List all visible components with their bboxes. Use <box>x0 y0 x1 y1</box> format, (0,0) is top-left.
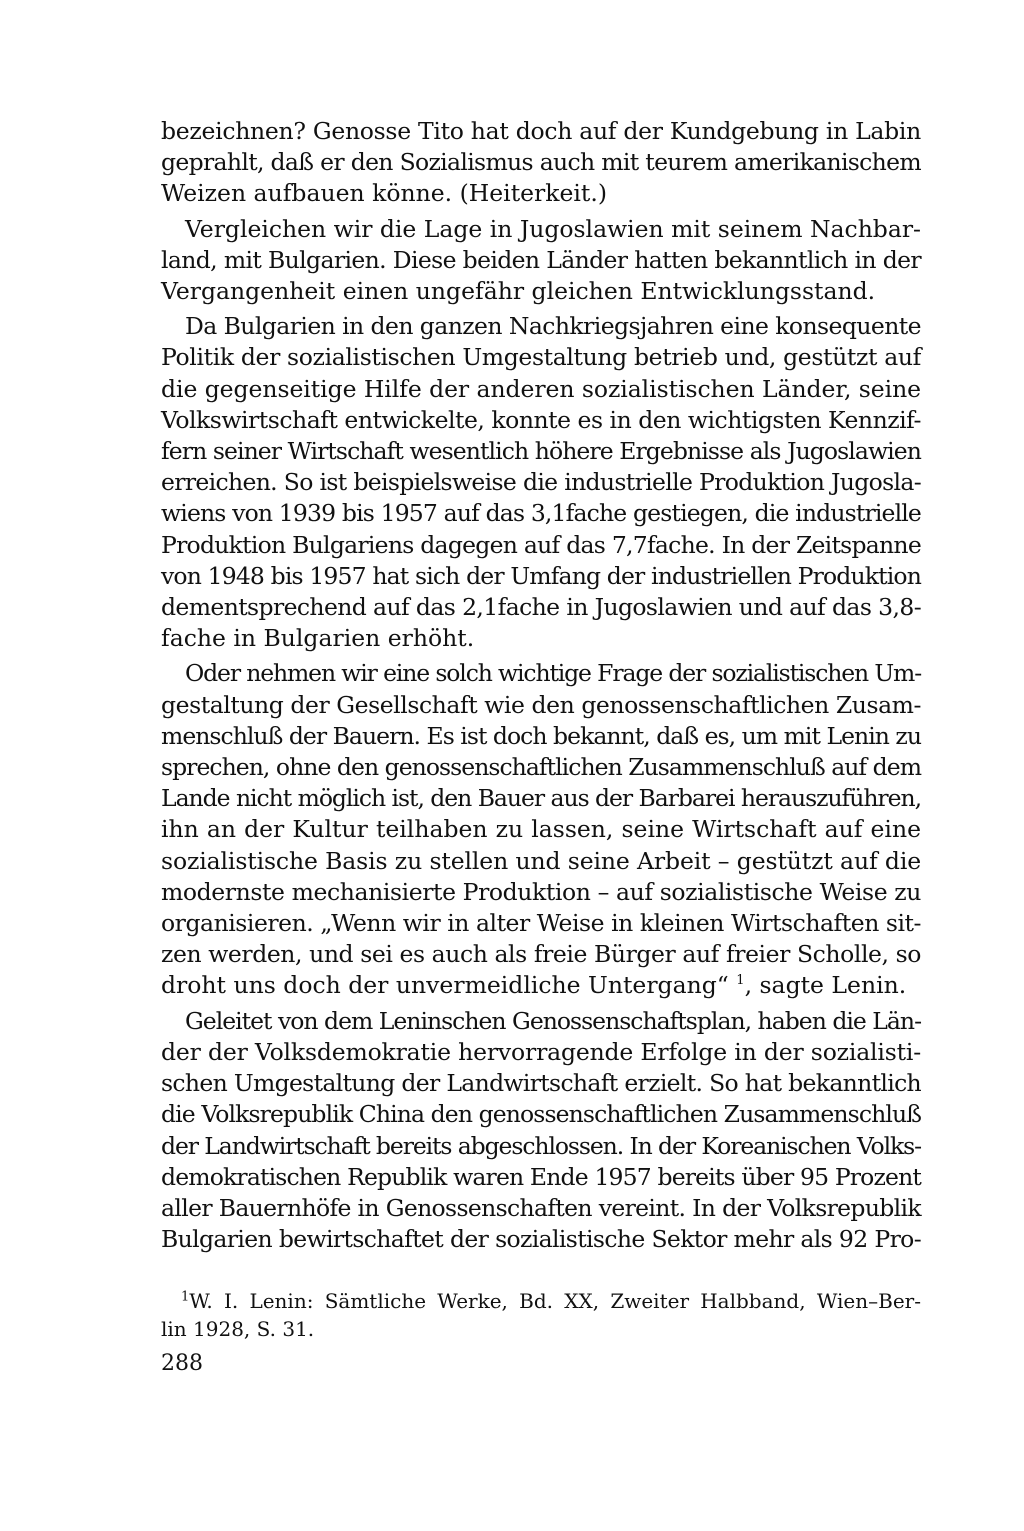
text-line: Weizen aufbauen könne. (Heiterkeit.) <box>161 179 608 208</box>
text-line: modernste mechanisierte Produktion – auf sozialistische Weise zu <box>161 877 921 906</box>
text-line: geprahlt, daß er den Sozialismus auch mit teurem amerikanischem <box>161 148 921 177</box>
text-line: menschluß der Bauern. Es ist doch bekannt, daß es, um mit Lenin zu <box>161 721 921 750</box>
text-line: der der Volksdemokratie hervorragende Erfolge in der sozialisti- <box>161 1037 922 1066</box>
text-line: demokratischen Republik waren Ende 1957 bereits über 95 Prozent <box>161 1162 921 1191</box>
text-line: gestaltung der Gesellschaft wie den genossenschaftlichen Zusam- <box>161 690 921 719</box>
footnote-marker: 1 <box>181 1289 190 1305</box>
text-line: Lande nicht möglich ist, den Bauer aus der Barbarei herauszuführen, <box>161 784 921 813</box>
footnote-line <box>161 1287 921 1315</box>
text-line: sprechen, ohne den genossenschaftlichen Zusammenschluß auf dem <box>161 753 922 782</box>
footnote-line: lin 1928, S. 31. <box>161 1317 315 1341</box>
text-line: bezeichnen? Genosse Tito hat doch auf der Kundgebung in Labin <box>161 117 921 145</box>
text-line-with-footnote-ref <box>161 970 921 1001</box>
text-line: die Volksrepublik China den genossenschaftlichen Zusammenschluß <box>161 1100 922 1129</box>
text-line: Produktion Bulgariens dagegen auf das 7,7fache. In der Zeitspanne <box>161 530 921 559</box>
footnote-ref: 1 <box>736 973 745 989</box>
text-line: Politik der sozialistischen Umgestaltung betrieb und, gestützt auf <box>161 343 921 372</box>
text-line: erreichen. So ist beispielsweise die industrielle Produktion Jugosla- <box>161 468 922 497</box>
body-text <box>161 116 921 1259</box>
text-line: Oder nehmen wir eine solch wichtige Frage der sozialistischen Um- <box>185 659 922 688</box>
text-line: Da Bulgarien in den ganzen Nachkriegsjahren eine konsequente <box>185 312 921 341</box>
paragraph-2 <box>161 214 921 308</box>
text-line: schen Umgestaltung der Landwirtschaft erzielt. So hat bekanntlich <box>161 1069 922 1098</box>
text-line: fern seiner Wirtschaft wesentlich höhere Ergebnisse als Jugoslawien <box>161 437 921 466</box>
text-line: sozialistische Basis zu stellen und seine Arbeit – gestützt auf die <box>161 846 922 875</box>
text-line: fache in Bulgarien erhöht. <box>161 624 475 653</box>
text-line: Vergangenheit einen ungefähr gleichen Entwicklungsstand. <box>161 277 876 306</box>
paragraph-4 <box>161 658 921 1001</box>
text-line: land, mit Bulgarien. Diese beiden Länder hatten bekanntlich in der <box>161 245 921 274</box>
text-line: der Landwirtschaft bereits abgeschlossen. In der Koreanischen Volks- <box>161 1131 921 1160</box>
text-line: Volkswirtschaft entwickelte, konnte es in den wichtigsten Kennzif- <box>161 405 922 434</box>
footnote <box>161 1287 921 1343</box>
paragraph-1 <box>161 116 921 210</box>
text-line: die gegenseitige Hilfe der anderen sozialistischen Länder, seine <box>161 374 922 403</box>
text-line: von 1948 bis 1957 hat sich der Umfang der industriellen Produktion <box>161 561 921 590</box>
text-fragment: droht uns doch der unvermeidliche Untergang“ <box>161 971 737 1000</box>
text-line: zen werden, und sei es auch als freie Bürger auf freier Scholle, so <box>161 940 921 969</box>
text-line: aller Bauernhöfe in Genossenschaften vereint. In der Volksrepublik <box>161 1193 921 1222</box>
text-line: wiens von 1939 bis 1957 auf das 3,1fache gestiegen, die industrielle <box>161 499 921 528</box>
paragraph-5 <box>161 1006 921 1256</box>
text-line: Geleitet von dem Leninschen Genossenschaftsplan, haben die Län- <box>185 1006 922 1035</box>
paragraph-3 <box>161 311 921 654</box>
text-fragment: , sagte Lenin. <box>744 971 907 1000</box>
text-line: ihn an der Kultur teilhaben zu lassen, seine Wirtschaft auf eine <box>161 815 921 844</box>
text-line: Bulgarien bewirtschaftet der sozialistische Sektor mehr als 92 Pro- <box>161 1225 921 1254</box>
footnote-text: W. I. Lenin: Sämtliche Werke, Bd. XX, Zweiter Halbband, Wien–Ber- <box>189 1289 921 1313</box>
page-number: 288 <box>161 1351 203 1376</box>
text-line: organisieren. „Wenn wir in alter Weise in kleinen Wirtschaften sit- <box>161 909 921 938</box>
text-line: Vergleichen wir die Lage in Jugoslawien mit seinem Nachbar- <box>185 214 921 243</box>
text-line: dementsprechend auf das 2,1fache in Jugoslawien und auf das 3,8- <box>161 593 922 622</box>
